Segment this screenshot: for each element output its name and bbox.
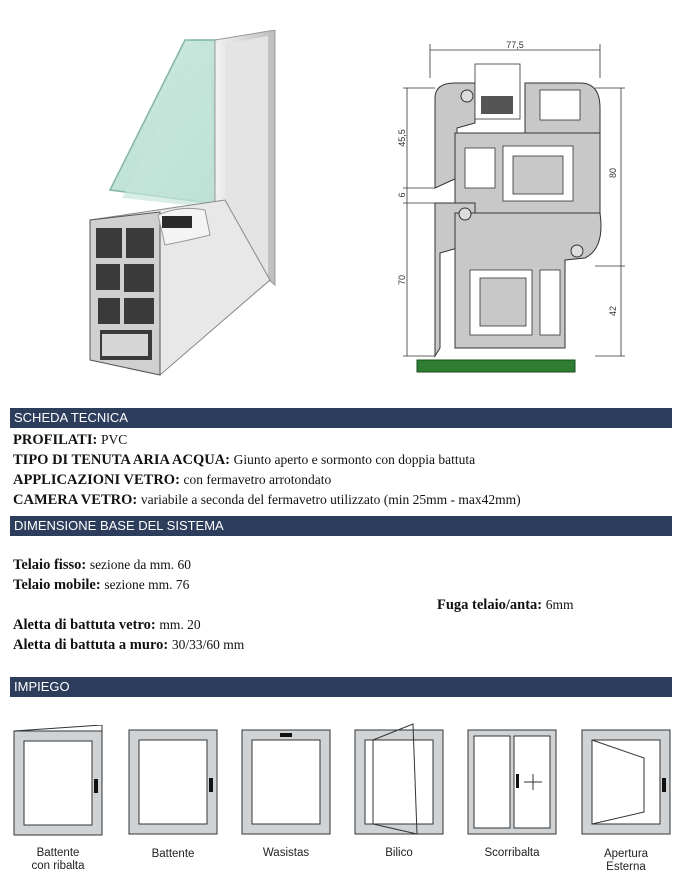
apertura-esterna-icon — [580, 728, 672, 838]
dim-width-label: 77,5 — [506, 40, 524, 50]
dim-6-label: 6 — [397, 192, 407, 198]
label-battente: Battente — [151, 848, 195, 860]
row-profilati: PROFILATI: PVC — [13, 432, 128, 448]
dim-42-label: 42 — [608, 305, 618, 317]
row-aletta-vetro: Aletta di battuta vetro: mm. 20 — [13, 617, 201, 633]
bilico-icon — [353, 722, 445, 838]
row-camera-vetro: CAMERA VETRO: variabile a seconda del fermavetro utilizzato (min 25mm - max42mm) — [13, 492, 521, 508]
label-apertura-esterna: Apertura Esterna — [603, 848, 649, 873]
label-scorribalta: Scorribalta — [484, 847, 540, 859]
scheda-tecnica-header: SCHEDA TECNICA — [10, 408, 672, 428]
battente-ribalta-icon — [12, 725, 104, 837]
profile-photo — [40, 30, 300, 385]
section-drawing — [395, 38, 635, 378]
battente-icon — [127, 728, 219, 838]
row-telaio-mobile: Telaio mobile: sezione mm. 76 — [13, 577, 190, 593]
scorribalta-icon — [466, 728, 558, 838]
row-telaio-fisso: Telaio fisso: sezione da mm. 60 — [13, 557, 192, 573]
impiego-header: IMPIEGO — [10, 677, 672, 697]
row-tenuta: TIPO DI TENUTA ARIA ACQUA: Giunto aperto e sormonto con doppia battuta — [13, 452, 476, 468]
wasistas-icon — [240, 728, 332, 838]
dim-70-label: 70 — [397, 274, 407, 286]
row-fuga: Fuga telaio/anta: 6mm — [437, 597, 574, 613]
dim-45-label: 45,5 — [397, 129, 407, 147]
dimensione-header: DIMENSIONE BASE DEL SISTEMA — [10, 516, 672, 536]
label-bilico: Bilico — [385, 847, 413, 859]
label-battente-ribalta: Battente con ribalta — [31, 847, 85, 872]
row-aletta-muro: Aletta di battuta a muro: 30/33/60 mm — [13, 637, 245, 653]
label-wasistas: Wasistas — [262, 847, 310, 859]
row-applicazioni: APPLICAZIONI VETRO: con fermavetro arrotondato — [13, 472, 332, 488]
dim-80-label: 80 — [608, 167, 618, 179]
